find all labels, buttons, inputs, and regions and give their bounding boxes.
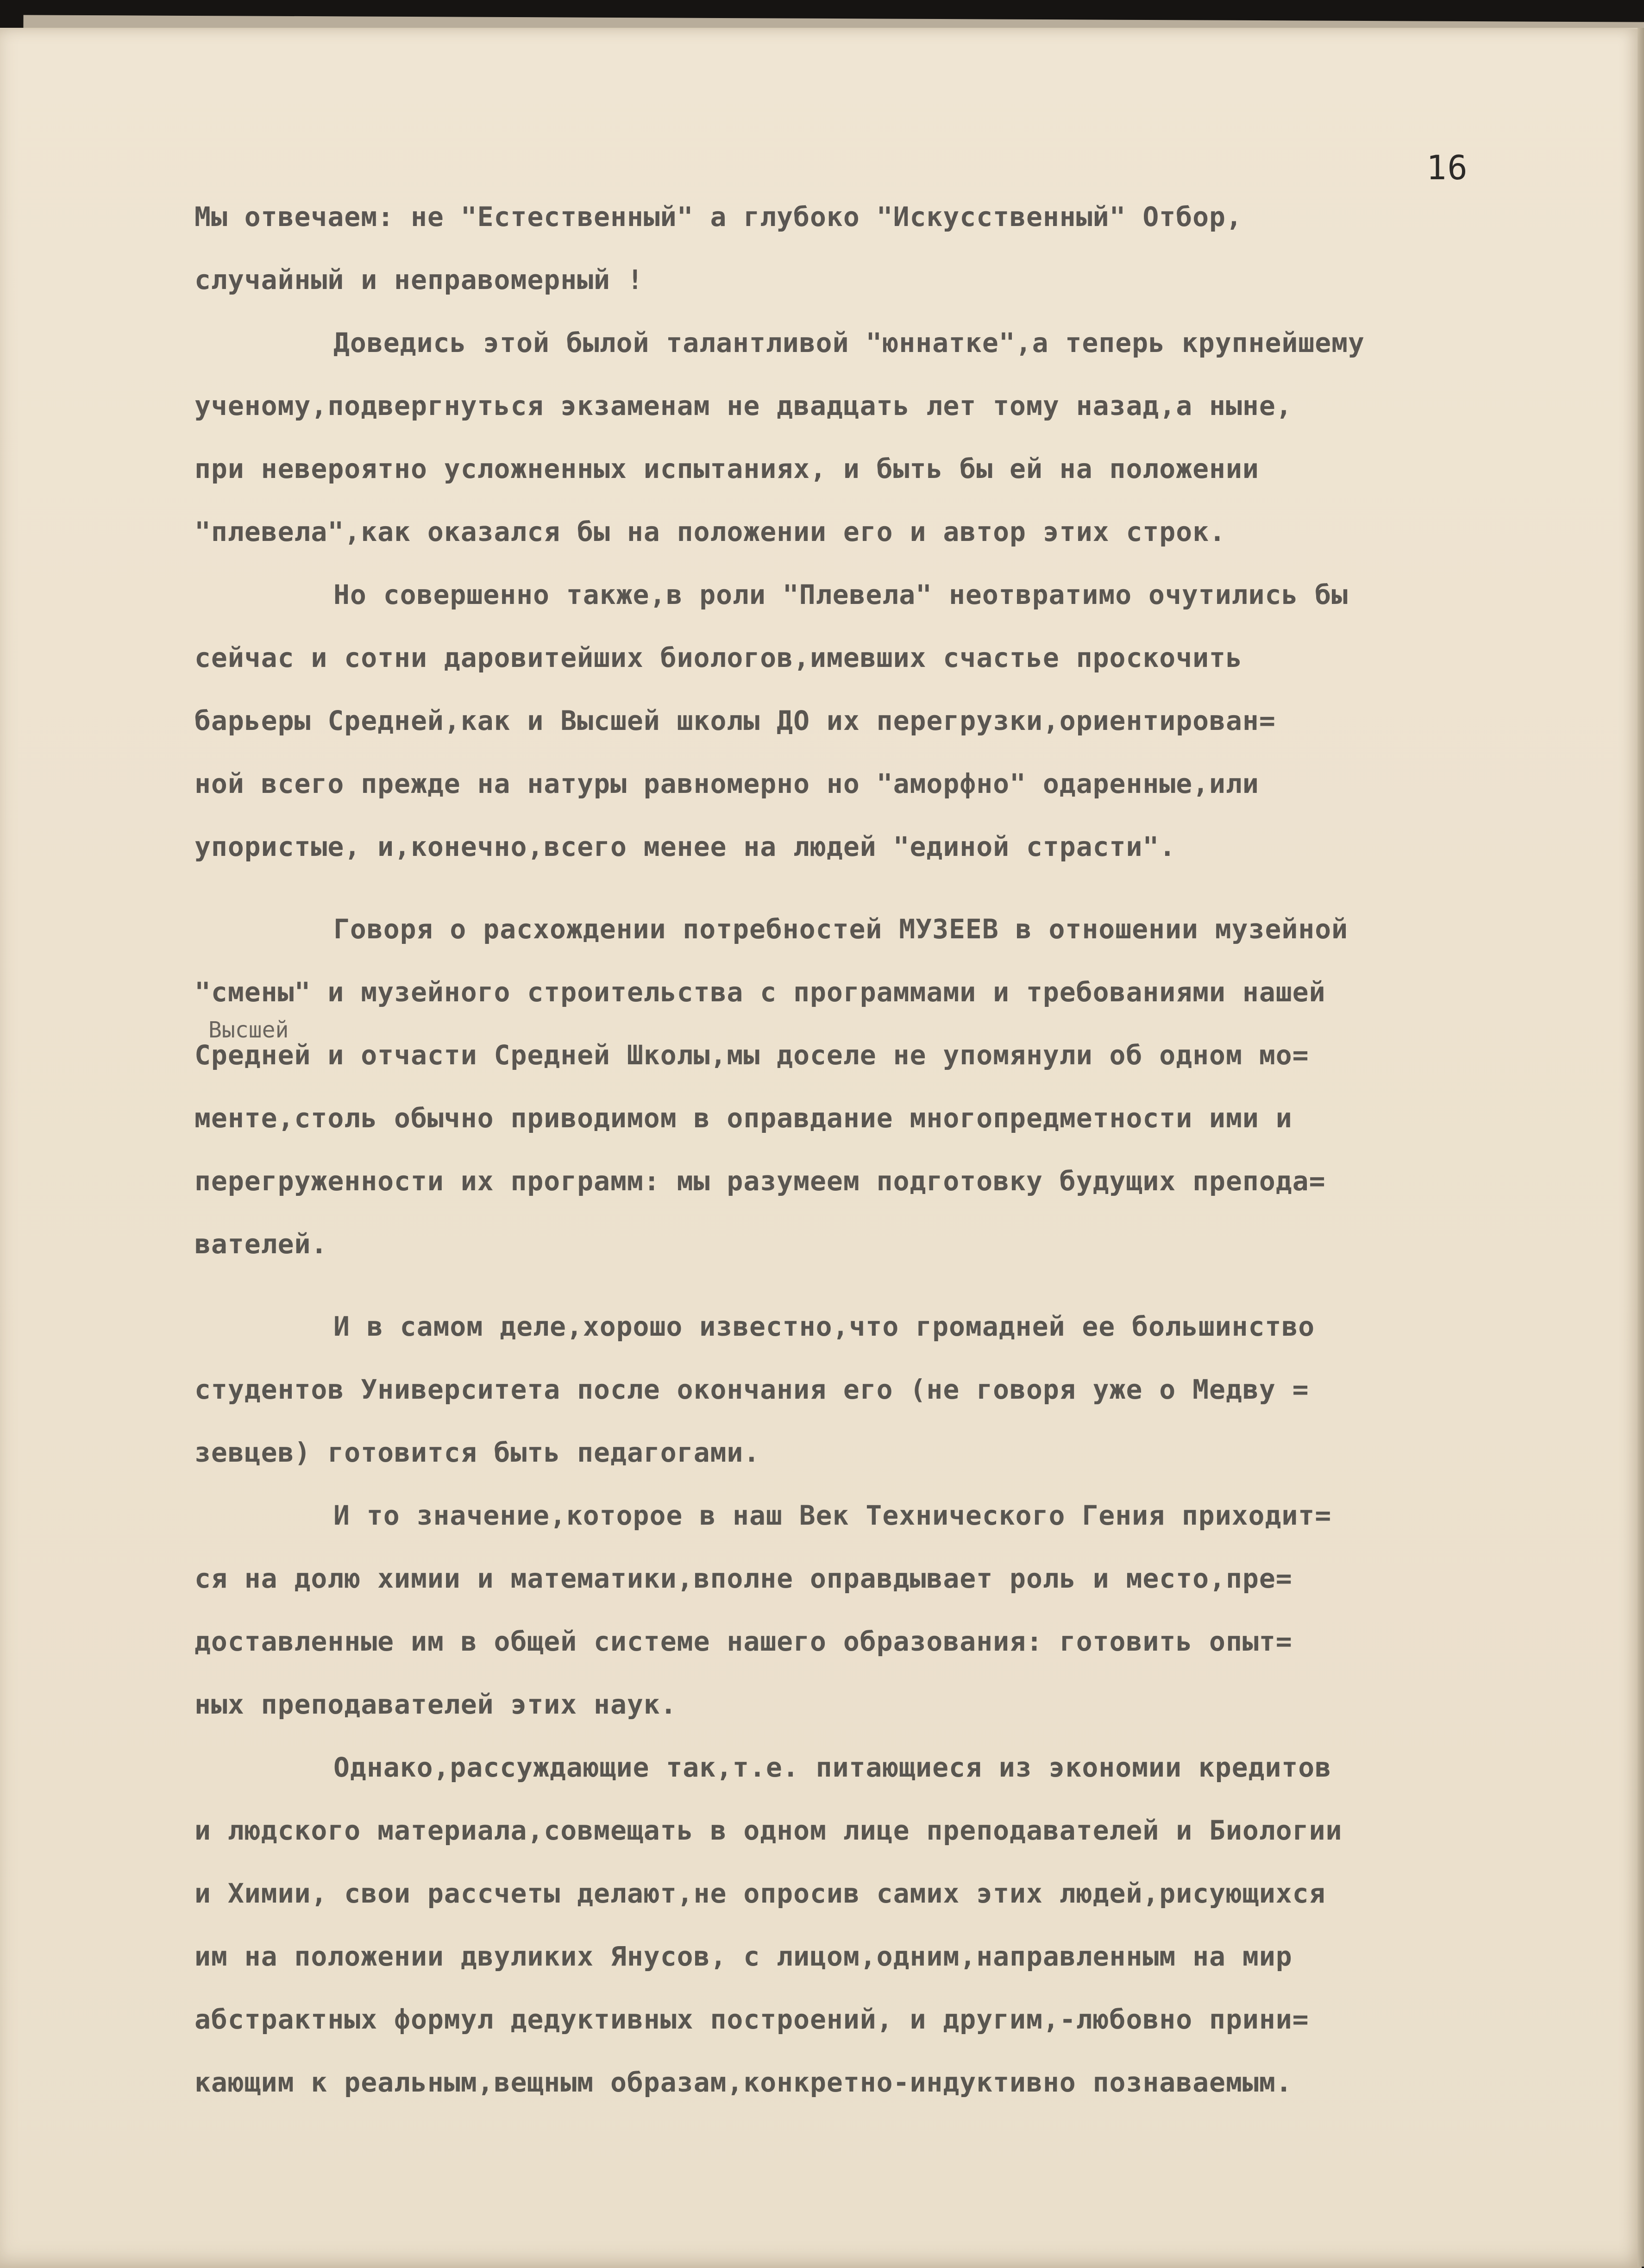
- text-line: "плевела",как оказался бы на положении его и автор этих строк.: [195, 516, 1226, 547]
- text-line: сейчас и сотни даровитейших биологов,имевших счастье проскочить: [195, 642, 1242, 673]
- text-line: случайный и неправомерный !: [195, 264, 644, 295]
- page-number: 16: [1426, 148, 1468, 187]
- text-line: при невероятно усложненных испытаниях, и быть бы ей на положении: [195, 453, 1259, 484]
- text-line: Средней и отчасти Средней Школы,мы доселе не упомянули об одном мо=: [195, 1039, 1309, 1071]
- text-line: Однако,рассуждающие так,т.е. питающиеся из экономии кредитов: [333, 1752, 1332, 1783]
- text-line: ных преподавателей этих наук.: [195, 1689, 677, 1720]
- text-line: ся на долю химии и математики,вполне оправдывает роль и место,пре=: [195, 1563, 1293, 1594]
- text-line: упористые, и,конечно,всего менее на людей "единой страсти".: [195, 831, 1176, 862]
- text-line: Мы отвечаем: не "Естественный" а глубоко "Искусственный" Отбор,: [195, 201, 1242, 232]
- text-line: студентов Университета после окончания его (не говоря уже о Медву =: [195, 1374, 1309, 1405]
- text-line: и людского материала,совмещать в одном лице преподавателей и Биологии: [195, 1815, 1343, 1846]
- text-line: барьеры Средней,как и Высшей школы ДО их перегрузки,ориентирован=: [195, 705, 1276, 736]
- text-line: кающим к реальным,вещным образам,конкретно-индуктивно познаваемым.: [195, 2067, 1293, 2098]
- text-line: вателей.: [195, 1228, 328, 1260]
- text-line: ученому,подвергнуться экзаменам не двадцать лет тому назад,а ныне,: [195, 390, 1293, 421]
- text-line: перегруженности их программ: мы разумеем подготовку будущих препода=: [195, 1165, 1326, 1197]
- text-line: доставленные им в общей системе нашего образования: готовить опыт=: [195, 1626, 1293, 1657]
- text-line: Доведись этой былой талантливой "юннатке",а теперь крупнейшему: [333, 327, 1365, 358]
- text-line: абстрактных формул дедуктивных построений, и другим,-любовно прини=: [195, 2004, 1309, 2035]
- typed-text-block: [195, 185, 1579, 2114]
- text-line: Говоря о расхождении потребностей МУЗЕЕВ в отношении музейной: [333, 913, 1349, 945]
- text-line: Но совершенно также,в роли "Плевела" неотвратимо очутились бы: [333, 579, 1349, 610]
- text-line: И то значение,которое в наш Век Технического Гения приходит=: [333, 1500, 1332, 1531]
- text-line: им на положении двуликих Янусов, с лицом,одним,направленным на мир: [195, 1941, 1293, 1972]
- typed-insertion: Высшей: [208, 1017, 289, 1043]
- text-line: зевцев) готовится быть педагогами.: [195, 1437, 760, 1468]
- text-line: И в самом деле,хорошо известно,что громадней ее большинство: [333, 1311, 1315, 1342]
- text-line: менте,столь обычно приводимом в оправдание многопредметности ими и: [195, 1102, 1293, 1134]
- text-line: ной всего прежде на натуры равномерно но "аморфно" одаренные,или: [195, 768, 1259, 799]
- page-edge: [1638, 28, 1644, 2267]
- text-line: и Химии, свои рассчеты делают,не опросив самих этих людей,рисующихся: [195, 1878, 1326, 1909]
- text-line: "смены" и музейного строительства с программами и требованиями нашей: [195, 976, 1326, 1008]
